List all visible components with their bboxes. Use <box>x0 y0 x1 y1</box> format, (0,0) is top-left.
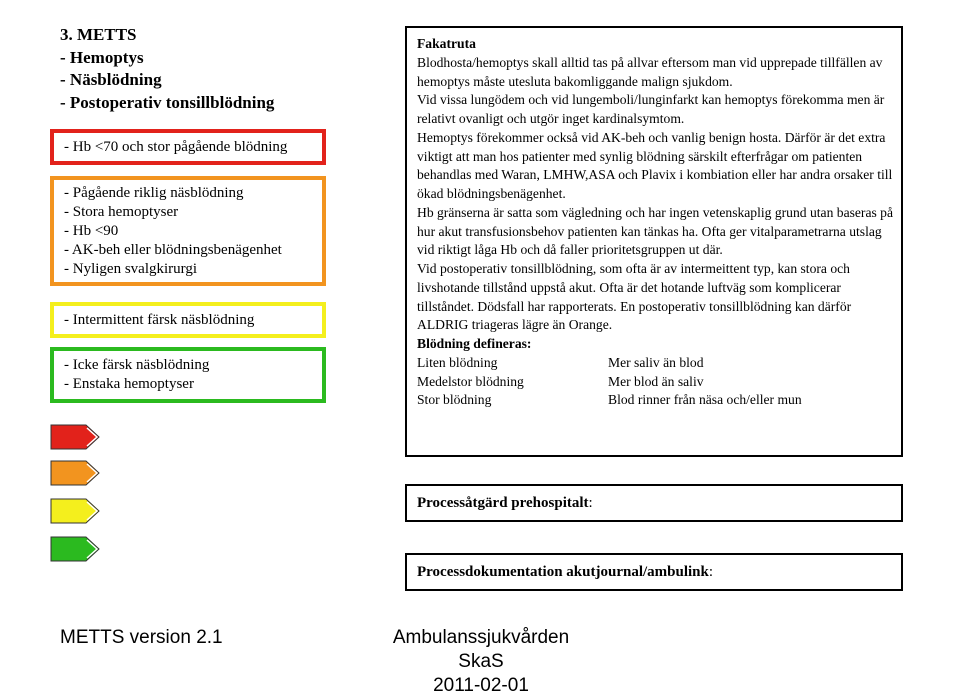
page-title <box>60 24 274 114</box>
triage-box-orange <box>50 176 326 286</box>
triage-green-item: - Icke färsk näsblödning <box>64 357 210 373</box>
orange-arrow-icon <box>50 460 100 486</box>
process-prehospital-colon: : <box>588 494 593 511</box>
definitions-heading: Blödning defineras: <box>417 336 532 351</box>
triage-orange-item: - Pågående riklig näsblödning <box>64 184 244 201</box>
title-line-hemoptys: - Hemoptys <box>60 47 144 67</box>
fakta-paragraph: Blodhosta/hemoptys skall alltid tas på allvar eftersom man vid upprepade tillfällen av hemoptys måste utesluta bakomliggande malign sjukdom. <box>417 54 883 89</box>
triage-box-green <box>50 347 326 403</box>
fakta-paragraph: Hb gränserna är satta som vägledning och har ingen vetenskaplig grund utan baseras på hur akut transfusionsbehov patienten kan tänkas ha. Ofta ger vitalparametrarna utslag vid riktigt låga Hb och då faller prioritetsgruppen ut där. <box>417 204 894 258</box>
fakta-box <box>405 26 903 457</box>
title-line-metts: 3. METTS <box>60 25 137 44</box>
definition-term: Liten blödning <box>417 354 498 370</box>
footer-org-block <box>370 626 592 698</box>
definition-term: Medelstor blödning <box>417 373 524 389</box>
title-line-nasblodning: - Näsblödning <box>60 70 162 89</box>
definition-desc: Mer blod än saliv <box>608 373 704 389</box>
triage-yellow-item: - Intermittent färsk näsblödning <box>64 311 255 328</box>
process-documentation-label: Processdokumentation akutjournal/ambulink <box>417 563 709 580</box>
process-prehospital-label: Processåtgärd prehospitalt <box>417 494 589 511</box>
triage-box-red <box>50 129 326 165</box>
fakta-paragraph: Vid vissa lungödem och vid lungemboli/lunginfarkt kan hemoptys förekomma men är relativt ovanligt och utgör inget kardinalsymtom. <box>417 92 885 126</box>
footer-org: Ambulanssjukvården SkaS <box>392 627 570 672</box>
green-arrow-icon <box>50 536 100 562</box>
yellow-arrow-icon <box>50 498 100 524</box>
triage-green-item: - Enstaka hemoptyser <box>64 376 194 392</box>
process-prehospital-box <box>405 484 903 522</box>
definition-term: Stor blödning <box>417 392 492 408</box>
triage-red-item: - Hb <70 och stor pågående blödning <box>64 138 288 155</box>
triage-orange-item: - Hb <90 <box>64 222 119 239</box>
fakta-heading: Fakatruta <box>417 36 476 51</box>
fakta-paragraph: Hemoptys förekommer också vid AK-beh och vanlig benign hosta. Därför är det extra viktigt att man hos patienter med synlig blödning särskilt efterfrågar om patienten behandlas med Waran, LMHW,ASA och Plavix i kombiation eller har andra orsaker till ökad blödningsbenägenhet. <box>417 129 893 201</box>
process-documentation-colon: : <box>708 563 714 580</box>
title-line-tonsillblodning: - Postoperativ tonsillblödning <box>60 92 275 112</box>
process-documentation-box <box>405 553 903 591</box>
definition-desc: Mer saliv än blod <box>608 354 704 370</box>
red-arrow-icon <box>50 424 100 450</box>
definition-desc: Blod rinner från näsa och/eller mun <box>608 392 802 408</box>
definitions-table <box>417 354 895 410</box>
triage-orange-item: - Nyligen svalgkirurgi <box>64 260 198 277</box>
triage-orange-item: - Stora hemoptyser <box>64 203 179 220</box>
footer-date: 2011-02-01 <box>433 675 529 696</box>
footer-version: METTS version 2.1 <box>60 627 223 648</box>
fakta-paragraph: Vid postoperativ tonsillblödning, som ofta är av intermeittent typ, kan stora och livshotande tillstånd uppstå akut. Ofta är det hotande luftväg som komplicerar tillståndet. Dödsfall har rapporterats. En postoperativ tonsillblödning kan därför ALDRIG triageras lägre än Orange. <box>417 261 852 333</box>
triage-orange-item: - AK-beh eller blödningsbenägenhet <box>64 241 282 258</box>
triage-box-yellow <box>50 302 326 338</box>
